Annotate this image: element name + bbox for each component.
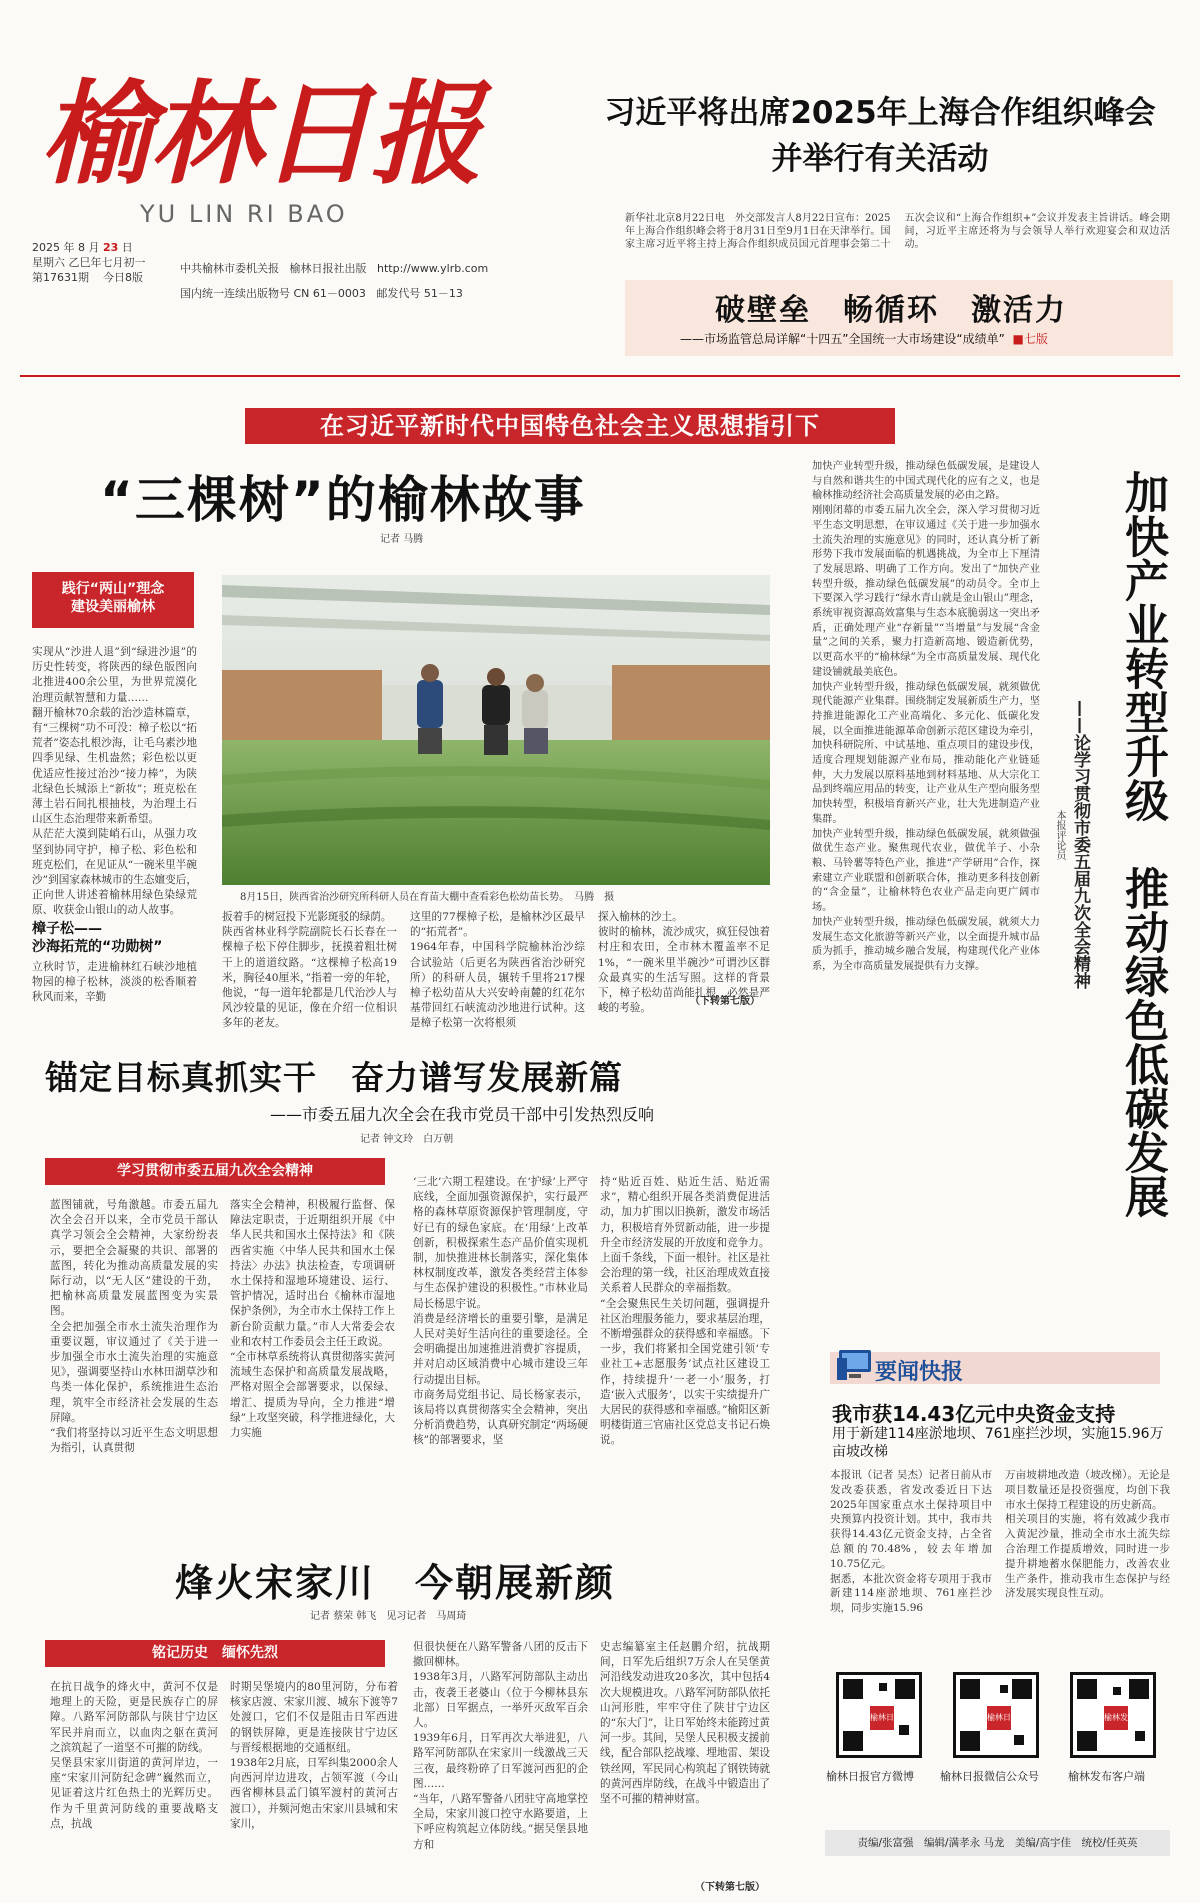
qr-logo-wechat: 榆林日报 bbox=[987, 1706, 1011, 1730]
news-flash-label: 要闻快报 bbox=[875, 1360, 964, 1385]
story1-col4: 探入榆林的沙土。 彼时的榆林，流沙成灾，疯狂侵蚀着村庄和农田，全市林木覆盖率不足1%，“一碗米里半碗沙”可谓沙区群众最真实的生活写照。这样的背景下，樟子松幼苗尚能扎根，必然是严峻的考验。 bbox=[598, 911, 770, 1015]
commentary-byline: 本报评论员 bbox=[1054, 810, 1065, 860]
top-story-headline[interactable]: 习近平将出席2025年上海合作组织峰会 并举行有关活动 bbox=[604, 95, 1156, 177]
story1-col3: 这里的77棵樟子松，是榆林沙区最早的“拓荒者”。 1964年春，中国科学院榆林治沙综合试验站（后更名为陕西省治沙研究所）的科研人员，辗转千里将217棵樟子松幼苗从大兴安岭南麓的红花尔基带回红石峡流动沙地进行试种。这是樟子松第一次将根须 bbox=[410, 911, 585, 1030]
photo-caption: 8月15日，陕西省治沙研究所科研人员在育苗大棚中查看彩色松幼苗长势。 马腾 摄 bbox=[240, 892, 615, 903]
greenhouse-photo-image bbox=[222, 575, 770, 885]
promo-page-ref: ■七版 bbox=[1012, 332, 1048, 346]
masthead-weekday: 星期六 乙巳年七月初一 bbox=[32, 256, 146, 269]
news-flash-headline[interactable]: 我市获14.43亿元中央资金支持 bbox=[832, 1402, 1116, 1426]
story3-byline: 记者 蔡荣 韩飞 见习记者 马周琦 bbox=[310, 1611, 467, 1622]
story3-col4: 史志编纂室主任赵鹏介绍，抗战期间，日军先后组织7万余人在吴堡黄河沿线发动进攻20多次，其中包括4次大规模进攻。八路军河防部队依托山河形胜，牢牢守住了陕甘宁边区的“东大门”，让日军始终未能跨过黄河一步。其间，吴堡人民积极支援前线，配合部队挖战壕、埋地雷、架设铁丝网，军民同心构筑起了钢铁铸就的黄河西岸防线，在战斗中锻造出了坚不可摧的精神财富。 bbox=[600, 1641, 770, 1806]
news-flash-icon bbox=[835, 1344, 875, 1388]
theme-banner: 在习近平新时代中国特色社会主义思想指引下 bbox=[245, 408, 895, 444]
story2-col4: 持“贴近百姓、贴近生活、贴近需求”，精心组织开展各类消费促进活动，加力扩围以旧换新，激发市场活力，积极培育外贸新动能，进一步提升全市经济发展的开放度和竞争力。 上面千条线，下面一根针。社区是社会治理的第一线，社区治理成效直接关系着人民群众的幸福指数。 “全会聚焦民生关切问题，强调提升社区治理服务能力，要求基层治理，不断增强群众的获得感和幸福感。下一步，我们将紧扣全国党建引领‘专业社工+志愿服务’试点社区建设工作，持续提升‘一老一小’服务，打造‘嵌入式服务’，以实干实绩提升广大居民的获得感和幸福感。”榆阳区新明楼街道三官庙社区党总支书记石焕说。 bbox=[600, 1176, 770, 1447]
story1-byline: 记者 马腾 bbox=[380, 534, 424, 545]
story3-col3: 但很快便在八路军警备八团的反击下撤回柳林。 1938年3月，八路军河防部队主动出击，夜袭王老婆山（位于今柳林县东北部）日军据点，一举歼灭敌军百余人。 1939年6月，日军再次大举进犯，八路军河防部队在宋家川一线激战三天三夜，最终粉碎了日军渡河西犯的企图…… “当年，八路军警备八团驻守高地掌控全局，宋家川渡口控守水路要道，上下呼应构筑起立体防线。”据吴堡县地方和 bbox=[413, 1641, 588, 1851]
story2-byline: 记者 钟文玲 白万朝 bbox=[360, 1134, 454, 1145]
story1-col2: 扳着手的树冠投下光影斑驳的绿荫。 陕西省林业科学院副院长石长春在一棵樟子松下停住脚步，抚摸着粗壮树干上的道道纹路。“这棵樟子松高19米，胸径40厘米，”指着一旁的年轮，他说，“每一道年轮都是几代治沙人与风沙较量的见证，像在介绍一位相识多年的老友。 bbox=[222, 911, 397, 1030]
masthead-issue: 第17631期 bbox=[32, 271, 89, 284]
story3-col2: 时期吴堡境内的80里河防，分布着核家店渡、宋家川渡、城东下渡等7处渡口，它们不仅是阻击日军西进的钢铁屏障，更是连接陕甘宁边区与晋绥根据地的交通枢纽。 1938年2月底，日军纠集2000余人向西河岸边进攻，占领军渡（今山西省柳林县孟门镇军渡村的黄河古渡口），并频河炮击宋家川县城和宋家川， bbox=[230, 1681, 398, 1830]
qr-code-weibo[interactable] bbox=[836, 1672, 922, 1758]
promo-title[interactable]: 破壁垒 畅循环 激活力 bbox=[715, 293, 1067, 328]
qr-logo-app: 榆林发布 bbox=[1104, 1706, 1128, 1730]
masthead-pinyin: YU LIN RI BAO bbox=[140, 200, 348, 228]
news-flash-subheadline: 用于新建114座淤地坝、761座拦沙坝，实施15.96万亩坡改梯 bbox=[832, 1426, 1164, 1460]
story2-col2: 落实全会精神，积极履行监督、保障法定职责，于近期组织开展《中华人民共和国水土保持法》和《陕西省实施〈中华人民共和国水土保持法〉办法》执法检查，专项调研水土保持和湿地环境建设、运行、管护情况，适时出台《榆林市湿地保护条例》，为全市水土保持工作上新台阶贡献力量。”市人大常委会农业和农村工作委员会主任王政说。 “全市林草系统将认真贯彻落实黄河流域生态保护和高质量发展战略，严格对照全会部署要求，以保绿、增汇、提质为导向，全力推进“增绿”上攻坚突破，科学推进绿化，大力实施 bbox=[230, 1199, 395, 1440]
masthead-info: 中共榆林市委机关报 榆林日报社出版 http://www.ylrb.com 国内统一连续出版物号 CN 61－0003 邮发代号 51－13 bbox=[180, 262, 489, 300]
masthead-title: 榆林日报 bbox=[40, 69, 480, 200]
top-story-body: 新华社北京8月22日电 外交部发言人8月22日宣布：2025年上海合作组织峰会将于8月31日至9月1日在天津举行。国家主席习近平将主持上海合作组织成员国元首理事会第二十五次会议和“上海合作组织+”会议并发表主旨讲话。峰会期间，习近平主席还将为与会领导人举行欢迎宴会和双边活动。 bbox=[625, 213, 1170, 250]
story2-title[interactable]: 锚定目标真抓实干 奋力谱写发展新篇 bbox=[45, 1058, 623, 1097]
story2-col3: ‘三北’六期工程建设。在‘护绿’上严守底线，全面加强资源保护，实行最严格的森林草原资源保护管理制度，守好已有的绿色家底。在‘用绿’上改革创新，积极探索生态产品价值实现机制，加快推进林长制落实，深化集体林权制度改革，激发各类经营主体参与生态保护建设的积极性。”市林业局局长杨思宇说。 消费是经济增长的重要引擎，是满足人民对美好生活向往的重要途径。全会明确提出加速推进消费扩容提质，并对启动区域消费中心城市建设三年行动提出目标。 市商务局党组书记、局长杨家表示，该局将以真贯彻落实全会精神，突出分析消费趋势，认真研究制定“两场硬核”的部署要求，坚 bbox=[413, 1176, 588, 1447]
story2-subtitle: ——市委五届九次全会在我市党员干部中引发热烈反响 bbox=[270, 1105, 655, 1124]
qr-label-wechat: 榆林日报微信公众号 bbox=[940, 1770, 1039, 1783]
story2-tag: 学习贯彻市委五届九次全会精神 bbox=[45, 1158, 385, 1185]
story1-col1: 实现从“沙进人退”到“绿进沙退”的历史性转变，将陕西的绿色版图向北推进400余公里，为世界荒漠化治理贡献智慧和力量…… 翻开榆林70余载的治沙造林篇章，有“三棵树”功不可没：樟子松以“拓荒者”姿态扎根沙海，让毛乌素沙地四季见绿、生机盎然；彩色松以更优适应性接过治沙“接力棒”，为陕北绿色长城添上“新妆”；班克松在薄土岩石间扎根抽枝，为治理土石山区生态治理带来新希望。 从茫茫大漠到陡峭石山，从强力攻坚到协同守护，樟子松、彩色松和班克松们，在见证从“一碗米里半碗沙”到国家森林城市的生态嬗变后，正向世人讲述着榆林用绿色染绿荒原、收获金山银山的动人故事。 bbox=[32, 646, 197, 917]
masthead-date: 2025 年 8 月 23 日 星期六 乙巳年七月初一 第17631期 今日8版 bbox=[32, 241, 146, 284]
news-flash-col2: 万亩坡耕地改造（坡改梯）。无论是项目数量还是投资强度，均创下我市水土保持工程建设的历史新高。 相关项目的实施，将有效减少我市入黄泥沙量，推动全市水土流失综合治理工作提质增效，同时进一步提升耕地蓄水保肥能力，改善农业生产条件，推动我市生态保护与经济发展实现良性互动。 bbox=[1005, 1469, 1170, 1600]
editors-bar: 责编/张富强 编辑/满孝永 马龙 美编/高宇佳 统校/任英英 bbox=[825, 1830, 1170, 1856]
masthead-pages: 今日8版 bbox=[103, 271, 143, 284]
story1-col1b: 立秋时节，走进榆林红石峡沙地植物园的樟子松林，淡淡的松香顺着秋风而来，辛勤 bbox=[32, 961, 197, 1004]
story1-title[interactable]: “三棵树”的榆林故事 bbox=[100, 471, 586, 529]
story3-tag: 铭记历史 缅怀先烈 bbox=[45, 1640, 385, 1667]
commentary-title[interactable]: 加快产业转型升级 推动绿色低碳发展 bbox=[1117, 470, 1168, 1218]
promo-subtitle: ——市场监管总局详解“十四五”全国统一大市场建设“成绩单” ■七版 bbox=[680, 332, 1048, 346]
masthead-divider bbox=[20, 375, 1180, 377]
story1-continue[interactable]: （下转第七版） bbox=[690, 996, 760, 1007]
story2-col1: 蓝图铺就，号角激越。市委五届九次全会召开以来，全市党员干部认真学习领会全会精神，大家纷纷表示，要把全会凝聚的共识、部署的蓝图，转化为推动高质量发展的实际行动，以“无人区”建设的干劲，把榆林高质量发展蓝图变为实景图。 全会把加强全市水土流失治理作为重要议题，审议通过了《关于进一步加强全市水土流失治理的实施意见》，强调要坚持山水林田湖草沙和鸟类一体化保护，系统推进生态治理，筑牢全市经济社会发展的生态屏障。 “我们将坚持以习近平生态文明思想为指引，认真贯彻 bbox=[50, 1199, 218, 1455]
qr-code-wechat[interactable] bbox=[953, 1672, 1039, 1758]
commentary-body: 加快产业转型升级，推动绿色低碳发展，是建设人与自然和谐共生的中国式现代化的应有之义，也是榆林推动经济社会高质量发展的必由之路。 刚刚闭幕的市委五届九次全会，深入学习贯彻习近平生态文明思想，在审议通过《关于进一步加强水土流失治理的实施意见》的同时，还认真分析了新形势下我市发展面临的机遇挑战，为全市上下厘清了发展思路、明确了工作方向。发出了“加快产业转型升级，推动绿色低碳发展”的动员令。全市上下要深入学习践行“绿水青山就是金山银山”理念，系统审视资源高效富集与生态本底脆弱这一突出矛盾，正确处理产业“存新量”“当增量”与发展“含金量”之间的关系，聚力打造新高地、锻造新优势，以更高水平的“榆林绿”为全市高质量发展、现代化建设铺就最美底色。 加快产业转型升级，推动绿色低碳发展，就须做优现代能源产业集群。围绕制定发展新质生产力，坚持推进能源化工产业高端化、多元化、低碳化发展，以全面推进能源革命创新示范区建设为牵引，加快科研院所、中试基地、重点项目的建设步伐，适度合理规划能源产业布局，推动能化产业链延伸，大力发展以原料基地到材料基地、从大宗化工品到终端应用品的转变，让产业从生产型向服务型加快转型，积极培育新兴产业，壮大先进制造产业集群。 加快产业转型升级，推动绿色低碳发展，就须做强做优生态产业。聚焦现代农业，做优羊子、小杂粮、马铃薯等特色产业，推进“产学研用”合作，探索建立产业联盟和创新联合体，推动更多科技创新的“含金量”，让榆林特色农业产品走向更广阔市场。 加快产业转型升级，推动绿色低碳发展，就须大力发展生态文化旅游等新兴产业，以全面提升城市品质为抓手，推动城乡融合发展，构建现代化产业体系，为全市高质量发展提供有力支撑。 bbox=[812, 461, 1040, 972]
masthead-url[interactable]: http://www.ylrb.com bbox=[377, 262, 489, 275]
story1-subhead: 樟子松—— 沙海拓荒的“功勋树” bbox=[32, 921, 163, 955]
story3-col1: 在抗日战争的烽火中，黄河不仅是地理上的天险，更是民族存亡的屏障。八路军河防部队与陕甘宁边区军民并肩而立，以血肉之躯在黄河之滨筑起了一道坚不可摧的防线。 吴堡县宋家川街道的黄河岸边，一座“宋家川河防纪念碑”巍然而立，见证着这片红色热土的光辉历史。作为千里黄河防线的重要战略支点，抗战 bbox=[50, 1681, 218, 1830]
story3-title[interactable]: 烽火宋家川 今朝展新颜 bbox=[175, 1561, 616, 1605]
qr-logo-weibo: 榆林日报 bbox=[870, 1706, 894, 1730]
qr-label-app: 榆林发布客户端 bbox=[1068, 1770, 1145, 1783]
greenhouse-photo bbox=[222, 575, 770, 885]
qr-label-weibo: 榆林日报官方微博 bbox=[826, 1770, 914, 1783]
story3-continue[interactable]: （下转第七版） bbox=[695, 1882, 765, 1893]
qr-code-app[interactable] bbox=[1070, 1672, 1156, 1758]
story1-tag: 践行“两山”理念 建设美丽榆林 bbox=[32, 572, 194, 628]
commentary-subtitle: ——论学习贯彻市委五届九次全会精神 bbox=[1070, 700, 1090, 989]
news-flash-col1: 本报讯（记者 吴杰）记者日前从市发改委获悉，省发改委近日下达2025年国家重点水土保持项目中央预算内投资计划。其中，我市共获得14.43亿元资金支持，占全省总额的70.48%，较去年增加10.75亿元。 据悉，本批次资金将专项用于我市新建114座淤地坝、761座拦沙坝，同步实施15.96 bbox=[830, 1469, 992, 1615]
